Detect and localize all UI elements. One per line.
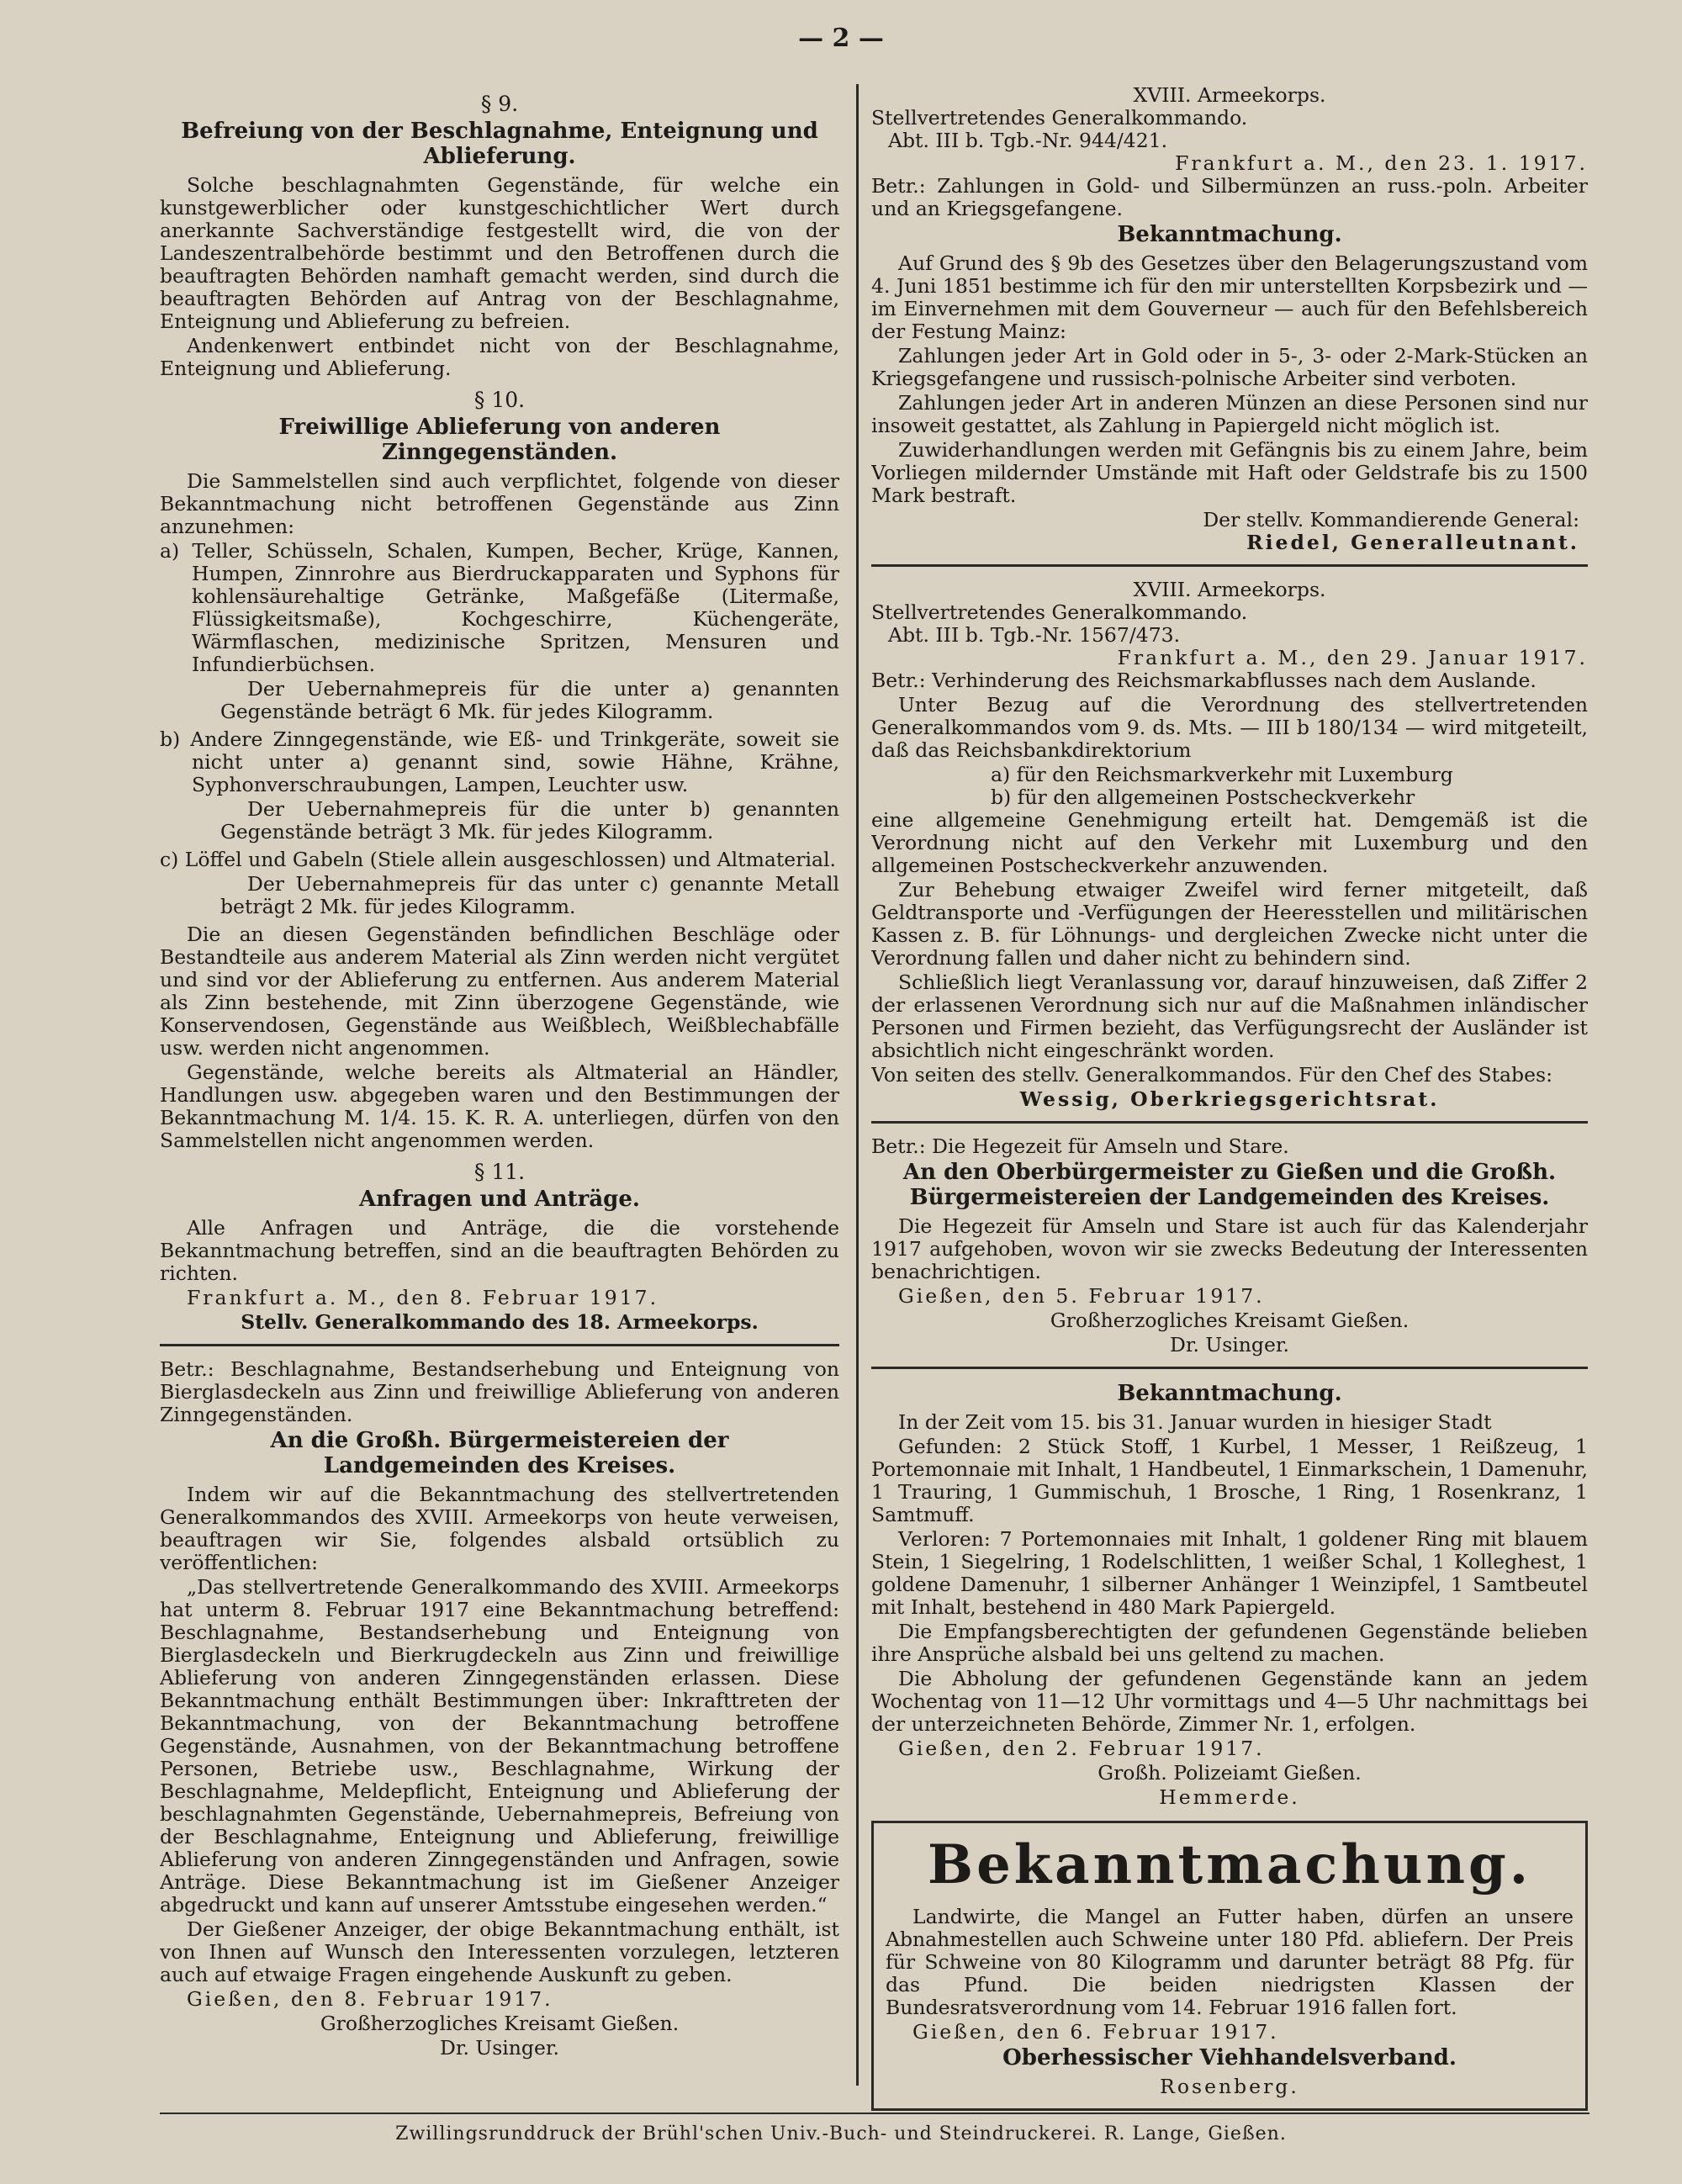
section-9-title: Befreiung von der Beschlagnahme, Enteignung und Ablieferung. <box>181 119 818 169</box>
notice-paragraph: In der Zeit vom 15. bis 31. Januar wurden in hiesiger Stadt <box>898 1410 1492 1434</box>
section-10-title: Freiwillige Ablieferung von anderen Zinngegenständen. <box>278 415 721 465</box>
dateline: Gießen, den 2. Februar 1917. <box>898 1737 1265 1760</box>
signature: Stellv. Generalkommando des 18. Armeekorps. <box>241 1310 759 1334</box>
list-item-a: a) für den Reichsmarkverkehr mit Luxemburg <box>991 763 1453 786</box>
corps-title: XVIII. Armeekorps. <box>1133 578 1326 601</box>
office-signature: Großherzogliches Kreisamt Gießen. <box>320 2012 680 2035</box>
notice-title: Bekanntmachung. <box>1117 222 1342 247</box>
notice-paragraph: Unter Bezug auf die Verordnung des stellvertretenden Generalkommandos vom 9. ds. Mts. — III b 180/134 — wird mitgeteilt, daß das Reichsbankdirektorium <box>871 693 1588 762</box>
notice-paragraph: Zuwiderhandlungen werden mit Gefängnis bis zu einem Jahre, beim Vorliegen mildernder Umstände mit Haft oder Geldstrafe bis zu 1500 Mark bestraft. <box>871 438 1588 507</box>
notice-betr: Betr.: Verhinderung des Reichsmarkabflusses nach dem Auslande. <box>871 669 1537 692</box>
notice-paragraph: Schließlich liegt Veranlassung vor, darauf hinzuweisen, daß Ziffer 2 der erlassenen Verordnung sich nur auf die Maßnahmen inländischer Personen und Firmen bezieht, das Verfügungsrecht der Ausländer ist absichtlich nicht eingeschränkt worden. <box>871 970 1588 1062</box>
right-column <box>871 84 1588 2119</box>
section-10-intro: Die Sammelstellen sind auch verpflichtet, folgende von dieser Bekanntmachung nicht betroffenen Gegenstände aus Zinn anzunehmen: <box>160 469 839 538</box>
command-title: Stellvertretendes Generalkommando. <box>871 600 1248 624</box>
section-9-paragraph: Solche beschlagnahmten Gegenstände, für welche ein kunstgewerblicher oder kunstgeschichtlicher Wert durch anerkannte Sachverständige festgestellt wird, die von der Landeszentralbehörde bestimmt und den Betroffenen durch die beauftragten Behörden namhaft gemacht werden, sind durch die beauftragten Behörden auf Antrag von der Beschlagnahme, Enteignung und Ablieferung zu befreien. <box>160 173 839 333</box>
name-signature: Dr. Usinger. <box>439 2036 560 2060</box>
notice-paragraph: Indem wir auf die Bekanntmachung des stellvertretenden Generalkommandos des XVIII. Armeekorps von heute verweisen, beauftragen wir Sie, folgendes alsbald ortsüblich zu veröffentlichen: <box>160 1483 839 1574</box>
dateline: Gießen, den 6. Februar 1917. <box>912 2020 1279 2044</box>
notice-betr: Betr.: Zahlungen in Gold- und Silbermünzen an russ.-poln. Arbeiter und an Kriegsgefangene. <box>871 174 1588 220</box>
advertisement-box <box>871 1821 1588 2111</box>
list-item-b: b) für den allgemeinen Postscheckverkehr <box>991 785 1415 809</box>
signature-role: Von seiten des stellv. Generalkommandos. Für den Chef des Stabes: <box>871 1063 1552 1087</box>
section-9-paragraph: Andenkenwert entbindet nicht von der Beschlagnahme, Enteignung und Ablieferung. <box>160 334 839 380</box>
page-number: — 2 — <box>798 24 884 53</box>
advertisement-paragraph: Landwirte, die Mangel an Futter haben, dürfen an unsere Abnahmestellen auch Schweine unter 180 Pfd. abliefern. Der Preis für Schweine von 80 Kilogramm und darunter beträgt 88 Pfg. für das Pfund. Die beiden niedrigsten Klassen der Bundesratsverordnung vom 14. Februar 1916 fallen fort. <box>886 1905 1574 2019</box>
section-10-paragraph: Gegenstände, welche bereits als Altmaterial an Händler, Handlungen usw. abgegeben waren und den Bestimmungen der Bekanntmachung M. 1/4. 15. K. R. A. unterliegen, dürfen von den Sammelstellen nicht angenommen werden. <box>160 1060 839 1152</box>
section-11-number: § 11. <box>473 1160 526 1184</box>
notice-betr: Betr.: Beschlagnahme, Bestandserhebung und Enteignung von Bierglasdeckeln aus Zinn und freiwillige Ablieferung von anderen Zinngegenständen. <box>160 1357 839 1426</box>
divider <box>871 564 1588 567</box>
lost-items: Verloren: 7 Portemonnaies mit Inhalt, 1 goldener Ring mit blauem Stein, 1 Siegelring, 1 Rodelschlitten, 1 weißer Schal, 1 Kolleghest, 1 goldene Damenuhr, 1 silberner Anhänger 1 Weinzipfel, 1 Samtbeutel mit Inhalt, bestehend in 480 Mark Papiergeld. <box>871 1527 1588 1619</box>
notice-paragraph: Der Gießener Anzeiger, der obige Bekanntmachung enthält, ist von Ihnen auf Wunsch den Interessenten vorzulegen, letzteren auch auf etwaige Fragen eingehende Auskunft zu geben. <box>160 1917 839 1986</box>
name-signature: Hemmerde. <box>1159 1785 1300 1809</box>
corps-title: XVIII. Armeekorps. <box>1133 84 1326 107</box>
printer-imprint: Zwillingsrunddruck der Brühl'schen Univ.-Buch- und Steindruckerei. R. Lange, Gießen. <box>395 2123 1287 2144</box>
divider <box>871 1367 1588 1369</box>
office-signature: Großh. Polizeiamt Gießen. <box>1098 1761 1362 1785</box>
notice-addressee: An die Großh. Bürgermeistereien der Landgemeinden des Kreises. <box>270 1428 729 1478</box>
dateline: Frankfurt a. M., den 8. Februar 1917. <box>187 1286 659 1309</box>
footer-rule <box>160 2113 1589 2114</box>
dateline: Gießen, den 8. Februar 1917. <box>187 1987 553 2011</box>
price-c: Der Uebernahmepreis für das unter c) genannte Metall beträgt 2 Mk. für jedes Kilogramm. <box>220 872 839 918</box>
price-b: Der Uebernahmepreis für die unter b) genannten Gegenstände beträgt 3 Mk. für jedes Kilogramm. <box>220 797 839 843</box>
signature-role: Der stellv. Kommandierende General: <box>1203 508 1579 531</box>
price-a: Der Uebernahmepreis für die unter a) genannten Gegenstände beträgt 6 Mk. für jedes Kilogramm. <box>220 677 839 723</box>
notice-betr: Betr.: Die Hegezeit für Amseln und Stare. <box>871 1134 1289 1158</box>
advertisement-title: Bekanntmachung. <box>927 1833 1532 1896</box>
notice-paragraph: Die Hegezeit für Amseln und Stare ist auch für das Kalenderjahr 1917 aufgehoben, wovon wir sie zwecks Bedeutung der Interessenten benachrichtigen. <box>871 1214 1588 1283</box>
reference-number: Abt. III b. Tgb.-Nr. 1567/473. <box>888 623 1181 647</box>
name-signature: Dr. Usinger. <box>1169 1333 1290 1356</box>
divider <box>871 1121 1588 1124</box>
command-title: Stellvertretendes Generalkommando. <box>871 106 1248 130</box>
notice-paragraph: Die Abholung der gefundenen Gegenstände kann an jedem Wochentag von 11—12 Uhr vormittags und 4—5 Uhr nachmittags bei der unterzeichneten Behörde, Zimmer Nr. 1, erfolgen. <box>871 1667 1588 1736</box>
signature-name: Wessig, Oberkriegsgerichtsrat. <box>1019 1087 1440 1111</box>
notice-paragraph: Zur Behebung etwaiger Zweifel wird ferner mitgeteilt, daß Geldtransporte und -Verfügungen der Heeresstellen und militärischen Kassen z. B. für Löhnungs- und dergleichen Zwecke nicht unter die Verordnung fallen und daher nicht zu behindern sind. <box>871 878 1588 970</box>
section-11-paragraph: Alle Anfragen und Anträge, die die vorstehende Bekanntmachung betreffen, sind an die beauftragten Behörden zu richten. <box>160 1216 839 1285</box>
notice-paragraph: Zahlungen jeder Art in anderen Münzen an diese Personen sind nur insoweit gestattet, als Zahlung in Papiergeld nicht möglich ist. <box>871 391 1588 437</box>
section-10-number: § 10. <box>473 388 526 412</box>
dateline: Frankfurt a. M., den 23. 1. 1917. <box>1175 151 1588 175</box>
section-9-number: § 9. <box>480 92 519 116</box>
notice-paragraph: Auf Grund des § 9b des Gesetzes über den Belagerungszustand vom 4. Juni 1851 bestimme ich für den mir unterstellten Korpsbezirk und — im Einvernehmen mit dem Gouverneur — auch für den Befehlsbereich der Festung Mainz: <box>871 251 1588 343</box>
list-item-b: b) Andere Zinngegenstände, wie Eß- und Trinkgeräte, soweit sie nicht unter a) genannt sind, sowie Hähne, Krähne, Syphonverschraubungen, Lampen, Leuchter usw. <box>160 727 839 796</box>
left-column <box>160 84 839 2119</box>
reference-number: Abt. III b. Tgb.-Nr. 944/421. <box>888 129 1168 152</box>
dateline: Gießen, den 5. Februar 1917. <box>898 1284 1265 1308</box>
section-10-paragraph: Die an diesen Gegenständen befindlichen Beschläge oder Bestandteile aus anderem Material als Zinn werden nicht vergütet und sind vor der Ablieferung zu entfernen. Aus anderem Material als Zinn bestehende, mit Zinn überzogene Gegenstände, wie Konservendosen, Gegenstände aus Weißblech, Weißblechabfälle usw. werden nicht angenommen. <box>160 923 839 1060</box>
found-items: Gefunden: 2 Stück Stoff, 1 Kurbel, 1 Messer, 1 Reißzeug, 1 Portemonnaie mit Inhalt, 1 Handbeutel, 1 Einmarkschein, 1 Damenuhr, 1 Trauring, 1 Gummischuh, 1 Brosche, 1 Ring, 1 Rosenkranz, 1 Samtmuff. <box>871 1435 1588 1526</box>
organization-name: Oberhessischer Viehhandelsverband. <box>1002 2045 1457 2070</box>
section-11-title: Anfragen und Anträge. <box>359 1187 640 1212</box>
list-item-a: a) Teller, Schüsseln, Schalen, Kumpen, Becher, Krüge, Kannen, Humpen, Zinnrohre aus Bierdruckapparaten und Syphons für kohlensäurehaltige Getränke, Maßgefäße (Litermaße, Flüssigkeitsmaße), Kochgeschirre, Küchengeräte, Wärmflaschen, medizinische Spritzen, Mensuren und Infundierbüchsen. <box>160 539 839 676</box>
divider <box>160 1344 839 1346</box>
signature-name: Riedel, Generalleutnant. <box>1246 531 1579 554</box>
list-item-c: c) Löffel und Gabeln (Stiele allein ausgeschlossen) und Altmaterial. <box>160 848 836 871</box>
notice-quote: „Das stellvertretende Generalkommando des XVIII. Armeekorps hat unterm 8. Februar 1917 eine Bekanntmachung betreffend: Beschlagnahme, Bestandserhebung und Enteignung von Bierglasdeckeln und Bierkrugdeckeln aus Zinn und freiwillige Ablieferung von anderen Zinngegenständen erlassen. Diese Bekanntmachung enthält Bestimmungen über: Inkrafttreten der Bekanntmachung, von der Bekanntmachung betroffene Gegenstände, Ausnahmen, von der Bekanntmachung betroffene Personen, Betriebe usw., Beschlagnahme, Wirkung der Beschlagnahme, Meldepflicht, Enteignung und Ablieferung der beschlagnahmten Gegenstände, Uebernahmepreis, Befreiung von der Beschlagnahme, Enteignung und Ablieferung, freiwillige Ablieferung von anderen Zinngegenständen und Anfragen, sowie Anträge. Diese Bekanntmachung ist im Gießener Anzeiger abgedruckt und kann auf unserer Amtsstube eingesehen werden.“ <box>160 1575 839 1917</box>
name-signature: Rosenberg. <box>1160 2075 1299 2098</box>
notice-paragraph: eine allgemeine Genehmigung erteilt hat. Demgemäß ist die Verordnung nicht auf den Verkehr mit Luxemburg und den allgemeinen Postscheckverkehr anzuwenden. <box>871 808 1588 877</box>
notice-paragraph: Zahlungen jeder Art in Gold oder in 5-, 3- oder 2-Mark-Stücken an Kriegsgefangene und russisch-polnische Arbeiter sind verboten. <box>871 344 1588 390</box>
notice-paragraph: Die Empfangsberechtigten der gefundenen Gegenstände belieben ihre Ansprüche alsbald bei uns geltend zu machen. <box>871 1620 1588 1666</box>
notice-addressee: An den Oberbürgermeister zu Gießen und die Großh. Bürgermeistereien der Landgemeinden des Kreises. <box>902 1160 1557 1210</box>
notice-title: Bekanntmachung. <box>1117 1381 1342 1406</box>
dateline: Frankfurt a. M., den 29. Januar 1917. <box>1117 646 1588 669</box>
office-signature: Großherzogliches Kreisamt Gießen. <box>1050 1309 1410 1332</box>
columns <box>0 84 1682 2119</box>
